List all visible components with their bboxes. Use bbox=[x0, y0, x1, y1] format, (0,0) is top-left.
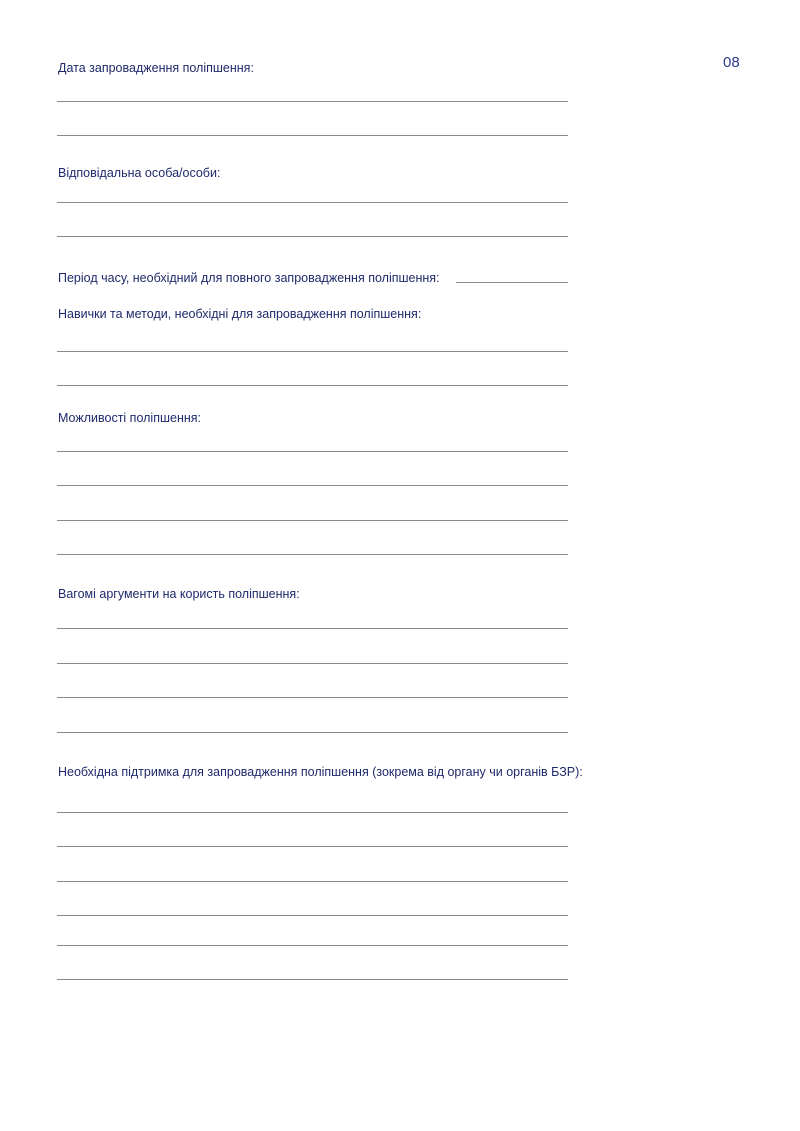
strong-arguments-label: Вагомі аргументи на користь поліпшення: bbox=[58, 587, 300, 601]
improvement-opportunities-line-1[interactable] bbox=[57, 451, 568, 452]
required-support-line-2[interactable] bbox=[57, 846, 568, 847]
strong-arguments-line-1[interactable] bbox=[57, 628, 568, 629]
required-support-line-5[interactable] bbox=[57, 945, 568, 946]
required-support-line-4[interactable] bbox=[57, 915, 568, 916]
required-support-line-1[interactable] bbox=[57, 812, 568, 813]
improvement-opportunities-label: Можливості поліпшення: bbox=[58, 411, 201, 425]
strong-arguments-line-4[interactable] bbox=[57, 732, 568, 733]
skills-methods-label: Навички та методи, необхідні для запровадження поліпшення: bbox=[58, 307, 422, 321]
improvement-opportunities-line-2[interactable] bbox=[57, 485, 568, 486]
time-period-label: Період часу, необхідний для повного запровадження поліпшення: bbox=[58, 271, 440, 285]
page-number: 08 bbox=[723, 54, 740, 71]
skills-methods-line-1[interactable] bbox=[57, 351, 568, 352]
responsible-persons-line-2[interactable] bbox=[57, 236, 568, 237]
responsible-persons-label: Відповідальна особа/особи: bbox=[58, 166, 221, 180]
required-support-label: Необхідна підтримка для запровадження поліпшення (зокрема від органу чи органів БЗР): bbox=[58, 765, 583, 779]
required-support-line-6[interactable] bbox=[57, 979, 568, 980]
skills-methods-line-2[interactable] bbox=[57, 385, 568, 386]
improvement-opportunities-line-4[interactable] bbox=[57, 554, 568, 555]
implementation-date-line-2[interactable] bbox=[57, 135, 568, 136]
strong-arguments-line-2[interactable] bbox=[57, 663, 568, 664]
time-period-line[interactable] bbox=[456, 282, 568, 283]
responsible-persons-line-1[interactable] bbox=[57, 202, 568, 203]
required-support-line-3[interactable] bbox=[57, 881, 568, 882]
improvement-opportunities-line-3[interactable] bbox=[57, 520, 568, 521]
strong-arguments-line-3[interactable] bbox=[57, 697, 568, 698]
implementation-date-label: Дата запровадження поліпшення: bbox=[58, 61, 254, 75]
implementation-date-line-1[interactable] bbox=[57, 101, 568, 102]
